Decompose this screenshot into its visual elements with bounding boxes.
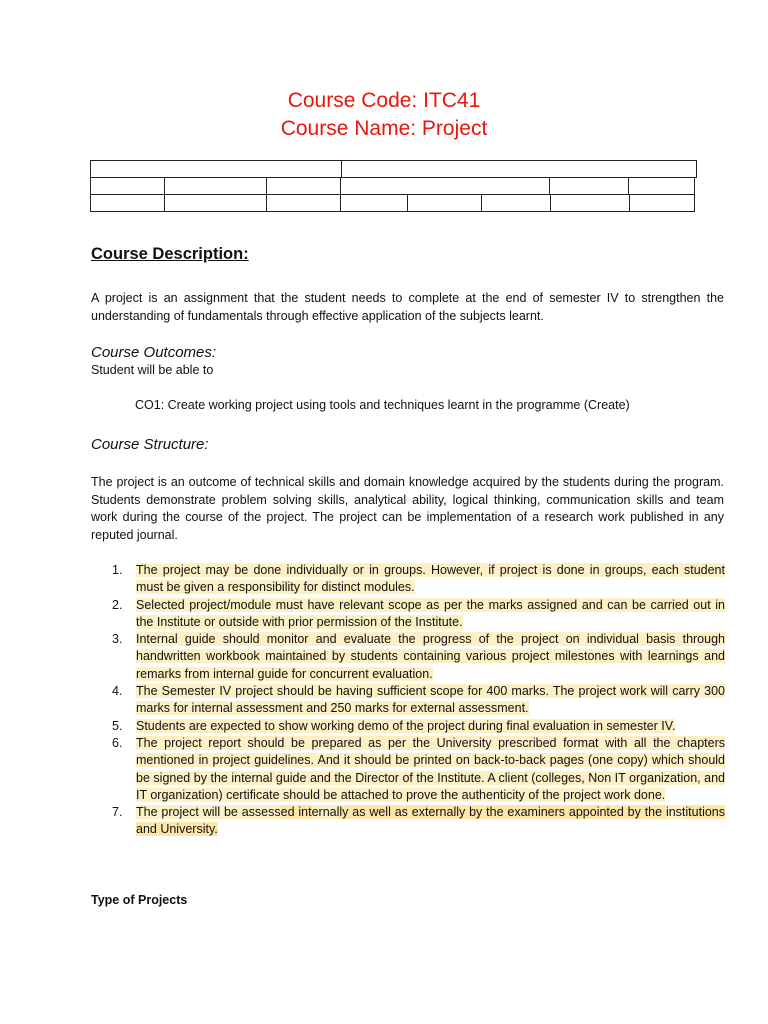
- outcomes-intro: Student will be able to: [91, 363, 214, 377]
- list-item-text-part: erna: [311, 805, 337, 820]
- list-item-text-part: ed int: [280, 805, 312, 820]
- list-number: 1.: [112, 563, 123, 577]
- list-number: 2.: [112, 597, 123, 612]
- course-table-row-1: [90, 160, 697, 178]
- list-item-text: The project may be done individually or in groups. However, if project is done in groups, each student must be given a responsibility for distinct modules.: [136, 563, 725, 595]
- course-code-title: Course Code: ITC41: [287, 89, 481, 112]
- list-item-text-part: itutions and University.: [136, 805, 725, 837]
- list-number: 5.: [112, 718, 123, 733]
- project-rules-list: [91, 562, 725, 839]
- course-description-heading: Course Description:: [91, 245, 249, 263]
- type-of-projects-heading: Type of Projects: [91, 893, 188, 907]
- course-name-title: Course Name: Project: [280, 117, 488, 140]
- list-item: [91, 683, 725, 718]
- list-item-text-part: inst: [665, 805, 686, 820]
- list-item: [91, 597, 725, 632]
- list-item-text-part: lly as well as externally by the examiners appointed by the: [336, 805, 666, 820]
- list-item-text: Internal guide should monitor and evaluate the progress of the project on individual basis through handwritten workbook maintained by students containing various project milestones with learnings and remarks from internal guide for concurrent evaluation.: [136, 632, 725, 681]
- list-number: 4.: [112, 684, 123, 699]
- course-table-row-2: [90, 177, 695, 195]
- course-structure-text: The project is an outcome of technical skills and domain knowledge acquired by the students during the program. Students demonstrate problem solving skills, analytical ability, logical thinking, communication skills and team work during the course of the project. The project can be implementation of a research work published in any reputed journal.: [91, 475, 724, 542]
- list-number: 7.: [112, 805, 123, 820]
- list-item-text: Students are expected to show working demo of the project during final evaluation in semester IV.: [136, 718, 676, 733]
- course-outcomes-heading: Course Outcomes:: [91, 344, 217, 361]
- list-item: [91, 631, 725, 683]
- course-table-row-3: [90, 194, 695, 212]
- list-item-text: The project report should be prepared as per the University prescribed format with all the chapters mentioned in project guidelines. And it should be printed on back-to-back pages (one copy) which should be signed by the internal guide and the Director of the Institute. A client (colleges, Non IT organization, and IT organization) certificate should be attached to prove the authenticity of the project work done.: [136, 735, 725, 802]
- list-item-text: The Semester IV project should be having sufficient scope for 400 marks. The project work will carry 300 marks for internal assessment and 250 marks for external assessment.: [136, 684, 725, 716]
- list-item: [91, 562, 725, 597]
- course-description-text: A project is an assignment that the student needs to complete at the end of semester IV to strengthen the understanding of fundamentals through effective application of the subjects learnt.: [91, 291, 724, 323]
- list-number: 6.: [112, 735, 123, 750]
- course-structure-heading: Course Structure:: [91, 436, 209, 453]
- list-item-text: Selected project/module must have relevant scope as per the marks assigned and can be carried out in the Institute or outside with prior permission of the Institute.: [136, 597, 725, 629]
- list-item: [91, 718, 725, 735]
- list-item-text-part: The project will be assess: [136, 805, 281, 820]
- list-item: [91, 804, 725, 839]
- list-number: 3.: [112, 632, 123, 647]
- course-outcome-co1: CO1: Create working project using tools and techniques learnt in the programme (Create): [135, 398, 630, 412]
- list-item: [91, 735, 725, 804]
